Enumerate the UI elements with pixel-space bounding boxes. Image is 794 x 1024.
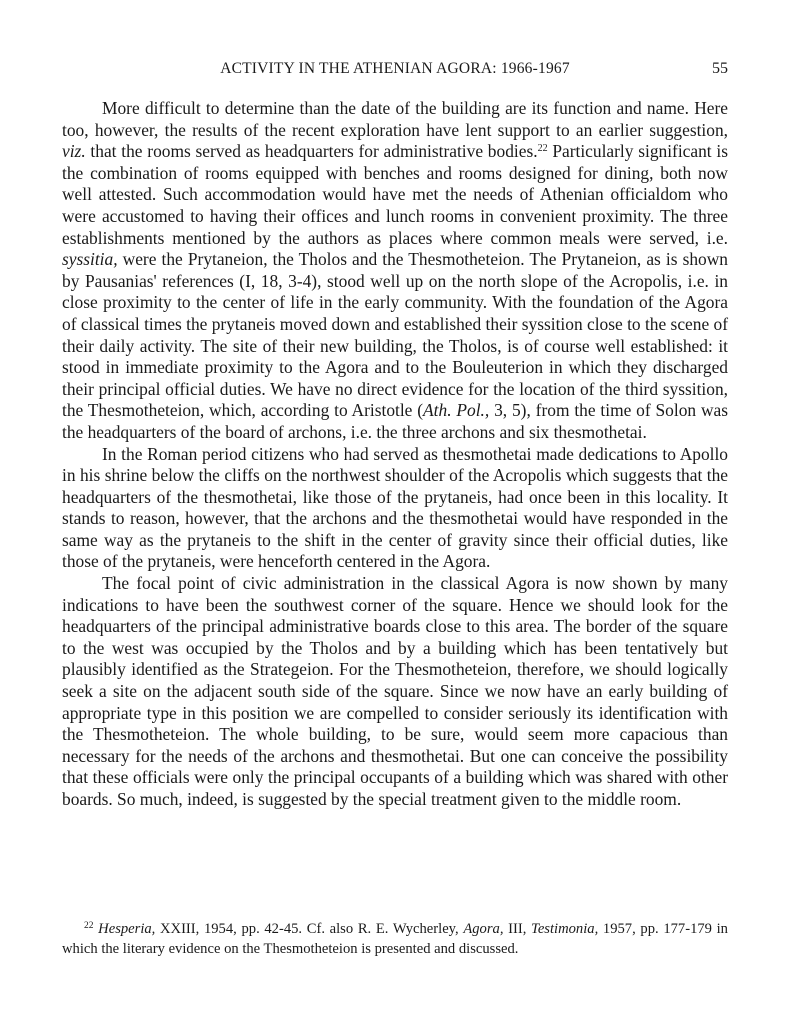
footnote-text-a: XXIII, 1954, pp. 42-45. Cf. also R. E. Wycherley, [155, 921, 464, 937]
footnote-italic-testimonia: Testimonia, [531, 921, 599, 937]
page-header [62, 60, 728, 84]
footnote-22 [62, 920, 728, 959]
footnote-text-b: III, [503, 921, 532, 937]
body-text [62, 98, 728, 811]
footnote-reference: 22 [537, 143, 548, 155]
paragraph-1-text-a: More difficult to determine than the date of the building are its function and name. Here too, however, the results of the recent exploration have lent support to an earlier suggestion, [62, 98, 728, 140]
paragraph-1-italic-syssitia: syssitia, [62, 249, 118, 270]
paragraph-1-text-b: that the rooms served as headquarters for administrative bodies. [85, 141, 538, 162]
paragraph-1-text-d: were the Prytaneion, the Tholos and the Thesmotheteion. The Prytaneion, as is shown by Pausanias' references (I, 18, 3-4), stood well up on the north slope of the Acropolis, i.e. in close proximity to the center of life in the early community. With the foundation of the Agora of classical times the prytaneis moved down and established their syssition close to the scene of their daily activity. The site of their new building, the Tholos, is of course well established: it stood in immediate proximity to the Agora and to the Bouleuterion in which they discharged their principal official duties. We have no direct evidence for the location of the third syssition, the Thesmotheteion, which, according to Aristotle ( [62, 249, 728, 421]
footnote-italic-hesperia: Hesperia, [98, 921, 156, 937]
paragraph-1-italic-ath-pol: Ath. Pol., [423, 400, 490, 421]
footnote-text-c: 1957, pp. 177-179 in which the literary evidence on the Thesmotheteion is presented and discussed. [62, 921, 728, 957]
running-title: ACTIVITY IN THE ATHENIAN AGORA: 1966-1967 [220, 60, 570, 77]
paragraph-3: The focal point of civic administration in the classical Agora is now shown by many indications to have been the southwest corner of the square. Hence we should look for the headquarters of the principal administrative boards close to this area. The border of the square to the west was occupied by the Tholos and by a building which has been tentatively but plausibly identified as the Strategeion. For the Thesmotheteion, therefore, we should logically seek a site on the adjacent south side of the square. Since we now have an early building of appropriate type in this position we are compelled to consider seriously its identification with the Thesmotheteion. The whole building, to be sure, would seem more capacious than necessary for the needs of the archons and thesmothetai. But one can conceive the possibility that these officials were only the principal occupants of a building which was shared with other boards. So much, indeed, is suggested by the special treatment given to the middle room. [62, 573, 728, 809]
paragraph-1-text-e: 3, 5), from the time of Solon was the headquarters of the board of archons, i.e. the three archons and six thesmothetai. [62, 400, 728, 442]
paragraph-1-italic-viz: viz. [62, 141, 86, 162]
footnote-mark: 22 [84, 921, 94, 931]
footnote-italic-agora: Agora, [463, 921, 504, 937]
paragraph-1 [62, 98, 728, 444]
footnote [62, 920, 728, 959]
page-number: 55 [712, 60, 728, 77]
paragraph-1-text-c: Particularly significant is the combination of rooms equipped with benches and rooms designed for dining, both now well attested. Such accommodation would have met the needs of Athenian officialdom who were accustomed to having their offices and lunch rooms in convenient proximity. The three establishments mentioned by the authors as places where common meals were served, i.e. [62, 141, 728, 248]
paragraph-2: In the Roman period citizens who had served as thesmothetai made dedications to Apollo in his shrine below the cliffs on the northwest shoulder of the Acropolis which suggests that the headquarters of the thesmothetai, like those of the prytaneis, had once been in this locality. It stands to reason, however, that the archons and the thesmothetai would have responded in the same way as the prytaneis to the shift in the center of gravity since their official duties, like those of the prytaneis, were henceforth centered in the Agora. [62, 443, 728, 572]
